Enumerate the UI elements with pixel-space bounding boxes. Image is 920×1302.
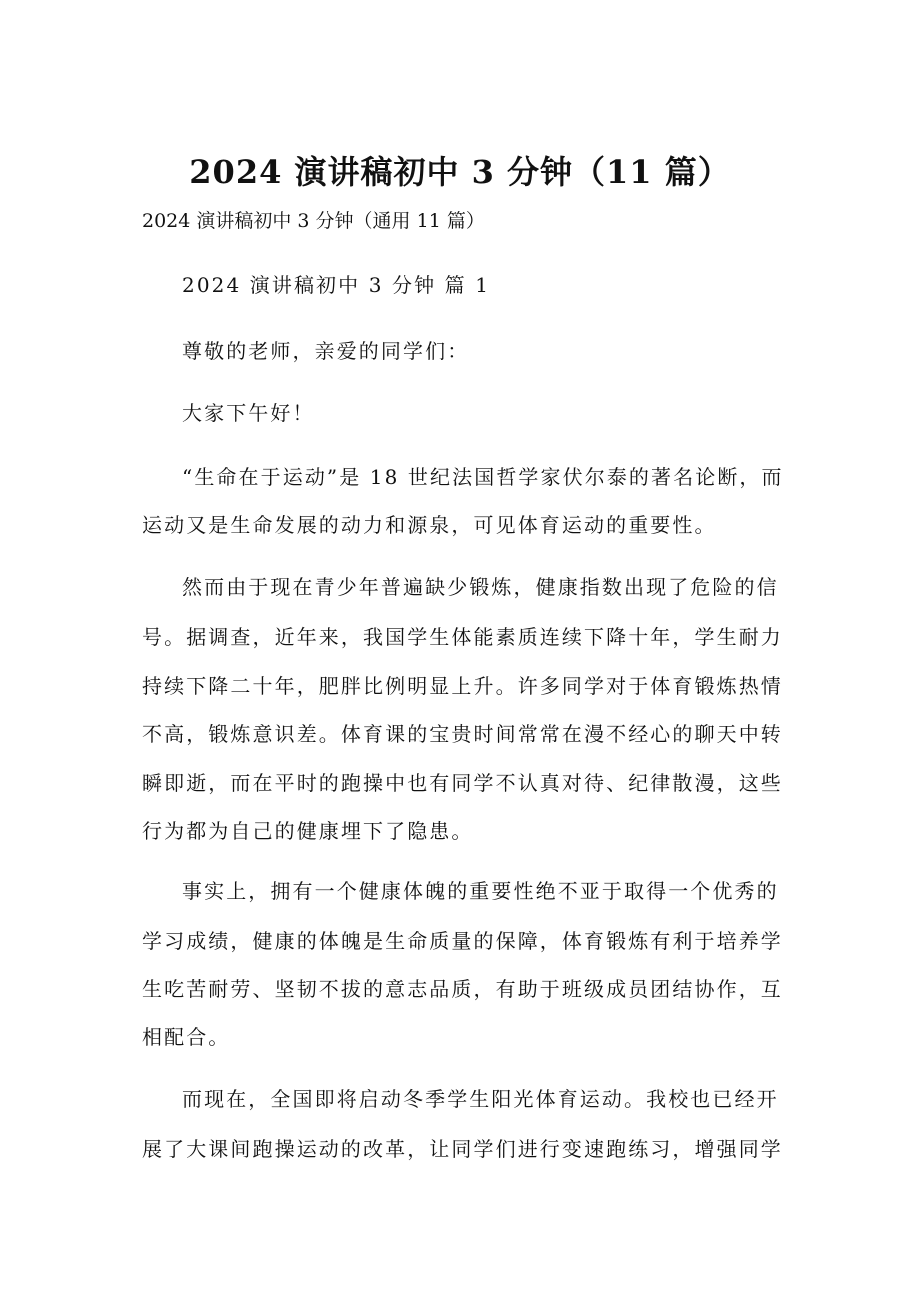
paragraph-line: 大家下午好！	[182, 401, 315, 425]
paragraph-line: 不高，锻炼意识差。体育课的宝贵时间常常在漫不经心的聊天中转	[142, 722, 783, 746]
paragraph-line: 然而由于现在青少年普遍缺少锻炼，健康指数出现了危险的信	[182, 575, 779, 599]
paragraph-line: 运动又是生命发展的动力和源泉，可见体育运动的重要性。	[142, 513, 717, 537]
paragraph-line: 相配合。	[142, 1025, 231, 1049]
paragraph-line: “生命在于运动”是 18 世纪法国哲学家伏尔泰的著名论断，而	[182, 465, 784, 489]
paragraph-line: 而现在，全国即将启动冬季学生阳光体育运动。我校也已经开	[182, 1087, 779, 1111]
paragraph-line: 事实上，拥有一个健康体魄的重要性绝不亚于取得一个优秀的	[182, 879, 779, 903]
paragraph-line: 号。据调查，近年来，我国学生体能素质连续下降十年，学生耐力	[142, 625, 783, 649]
section-heading: 2024 演讲稿初中 3 分钟 篇 1	[182, 273, 491, 297]
paragraph-line: 展了大课间跑操运动的改革，让同学们进行变速跑练习，增强同学	[142, 1137, 783, 1161]
paragraph-line: 生吃苦耐劳、坚韧不拔的意志品质，有助于班级成员团结协作，互	[142, 977, 783, 1001]
paragraph-line: 瞬即逝，而在平时的跑操中也有同学不认真对待、纪律散漫，这些	[142, 771, 783, 795]
paragraph-line: 行为都为自己的健康埋下了隐患。	[142, 819, 474, 843]
document-title: 2024 演讲稿初中 3 分钟（11 篇）	[189, 153, 731, 191]
paragraph-line: 学习成绩，健康的体魄是生命质量的保障，体育锻炼有利于培养学	[142, 929, 783, 953]
paragraph-line: 尊敬的老师，亲爱的同学们：	[182, 339, 470, 363]
paragraph-line: 持续下降二十年，肥胖比例明显上升。许多同学对于体育锻炼热情	[142, 674, 783, 698]
document-subtitle: 2024 演讲稿初中 3 分钟（通用 11 篇）	[142, 210, 485, 232]
